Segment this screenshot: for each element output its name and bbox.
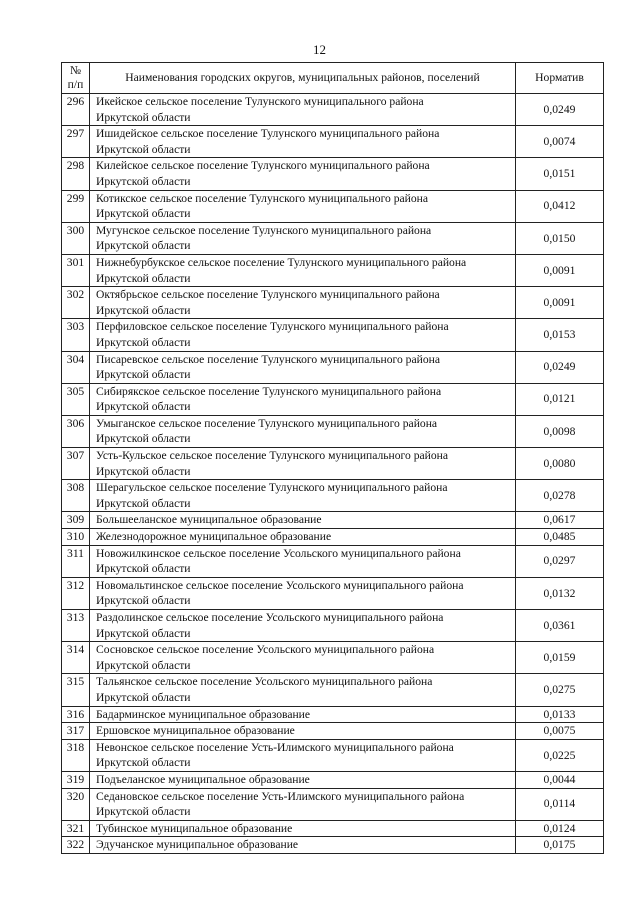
row-name-line: Невонское сельское поселение Усть-Илимского муниципального района — [96, 740, 454, 754]
row-number: 318 — [62, 739, 90, 771]
row-name-line: Сибирякское сельское поселение Тулунского муниципального района — [96, 384, 442, 398]
row-name-line: Ершовское муниципальное образование — [96, 724, 295, 738]
row-name-line: Иркутской области — [96, 142, 191, 156]
row-value: 0,0617 — [516, 512, 604, 529]
row-name-line: Иркутской области — [96, 690, 191, 704]
row-number: 299 — [62, 190, 90, 222]
row-number: 321 — [62, 820, 90, 837]
row-number: 311 — [62, 545, 90, 577]
row-value: 0,0124 — [516, 820, 604, 837]
row-name — [90, 383, 516, 415]
row-number: 303 — [62, 319, 90, 351]
row-name — [90, 254, 516, 286]
row-value: 0,0249 — [516, 351, 604, 383]
row-name — [90, 610, 516, 642]
row-name-line: Сосновское сельское поселение Усольского муниципального района — [96, 643, 435, 657]
row-name-line: Иркутской области — [96, 271, 191, 285]
row-name-line: Эдучанское муниципальное образование — [96, 838, 299, 852]
row-name-line: Иркутской области — [96, 174, 191, 188]
row-number: 300 — [62, 222, 90, 254]
row-number: 304 — [62, 351, 90, 383]
row-value: 0,0133 — [516, 706, 604, 723]
row-name-line: Бадарминское муниципальное образование — [96, 707, 311, 721]
row-name-line: Усть-Кульское сельское поселение Тулунского муниципального района — [96, 449, 449, 463]
row-value: 0,0091 — [516, 287, 604, 319]
row-name-line: Иркутской области — [96, 658, 191, 672]
row-name — [90, 837, 516, 854]
row-number: 317 — [62, 723, 90, 740]
row-name — [90, 158, 516, 190]
row-name — [90, 820, 516, 837]
norms-table — [61, 62, 604, 854]
row-name — [90, 351, 516, 383]
row-number: 301 — [62, 254, 90, 286]
row-number: 316 — [62, 706, 90, 723]
table-row — [62, 837, 604, 854]
table-row — [62, 706, 604, 723]
row-number: 313 — [62, 610, 90, 642]
row-value: 0,0114 — [516, 788, 604, 820]
row-name — [90, 723, 516, 740]
header-value: Норматив — [516, 63, 604, 94]
row-name-line: Иркутской области — [96, 562, 191, 576]
row-value: 0,0075 — [516, 723, 604, 740]
row-name — [90, 222, 516, 254]
row-value: 0,0225 — [516, 739, 604, 771]
row-name-line: Икейское сельское поселение Тулунского муниципального района — [96, 95, 424, 108]
row-value: 0,0151 — [516, 158, 604, 190]
row-name-line: Седановское сельское поселение Усть-Илимского муниципального района — [96, 789, 465, 803]
table-row — [62, 545, 604, 577]
row-name-line: Умыганское сельское поселение Тулунского муниципального района — [96, 416, 438, 430]
row-value: 0,0297 — [516, 545, 604, 577]
header-number: № п/п — [62, 63, 90, 94]
row-name — [90, 190, 516, 222]
row-name — [90, 545, 516, 577]
row-number: 298 — [62, 158, 90, 190]
row-number: 314 — [62, 642, 90, 674]
row-name-line: Раздолинское сельское поселение Усольского муниципального района — [96, 611, 444, 624]
row-number: 322 — [62, 837, 90, 854]
row-name-line: Килейское сельское поселение Тулунского муниципального района — [96, 159, 430, 173]
row-name-line: Новожилкинское сельское поселение Усольского муниципального района — [96, 546, 461, 560]
row-name — [90, 512, 516, 529]
row-value: 0,0412 — [516, 190, 604, 222]
row-number: 319 — [62, 771, 90, 788]
table-row — [62, 287, 604, 319]
table-row — [62, 771, 604, 788]
table-row — [62, 512, 604, 529]
row-value: 0,0044 — [516, 771, 604, 788]
row-name-line: Тубинское муниципальное образование — [96, 821, 293, 835]
row-name — [90, 94, 516, 126]
row-name — [90, 788, 516, 820]
row-name-line: Перфиловское сельское поселение Тулунского муниципального района — [96, 320, 449, 334]
table-row — [62, 480, 604, 512]
row-number: 309 — [62, 512, 90, 529]
row-name-line: Иркутской области — [96, 368, 191, 382]
table-header-row — [62, 63, 604, 94]
row-name-line: Октябрьское сельское поселение Тулунского муниципального района — [96, 288, 440, 302]
table-row — [62, 739, 604, 771]
row-name — [90, 480, 516, 512]
row-value: 0,0091 — [516, 254, 604, 286]
row-name-line: Котикское сельское поселение Тулунского муниципального района — [96, 191, 429, 205]
row-value: 0,0175 — [516, 837, 604, 854]
row-name — [90, 287, 516, 319]
row-name-line: Иркутской области — [96, 464, 191, 478]
row-name-line: Писаревское сельское поселение Тулунского муниципального района — [96, 352, 440, 366]
row-number: 297 — [62, 126, 90, 158]
row-value: 0,0074 — [516, 126, 604, 158]
row-name-line: Иркутской области — [96, 805, 191, 819]
row-number: 296 — [62, 94, 90, 126]
row-value: 0,0278 — [516, 480, 604, 512]
row-name-line: Иркутской области — [96, 756, 191, 770]
table-row — [62, 415, 604, 447]
row-name-line: Тальянское сельское поселение Усольского муниципального района — [96, 675, 433, 689]
table-row — [62, 158, 604, 190]
row-value: 0,0132 — [516, 577, 604, 609]
row-name-line: Иркутской области — [96, 239, 191, 253]
row-name — [90, 771, 516, 788]
row-value: 0,0121 — [516, 383, 604, 415]
row-value: 0,0485 — [516, 529, 604, 546]
row-value: 0,0249 — [516, 94, 604, 126]
table-row — [62, 126, 604, 158]
row-value: 0,0098 — [516, 415, 604, 447]
row-name-line: Железнодорожное муниципальное образование — [96, 530, 332, 544]
row-number: 305 — [62, 383, 90, 415]
table-row — [62, 788, 604, 820]
table-row — [62, 383, 604, 415]
row-name — [90, 642, 516, 674]
table-row — [62, 190, 604, 222]
row-number: 320 — [62, 788, 90, 820]
row-name-line: Иркутской области — [96, 400, 191, 414]
row-name-line: Иркутской области — [96, 207, 191, 221]
row-number: 312 — [62, 577, 90, 609]
row-value: 0,0080 — [516, 448, 604, 480]
row-value: 0,0150 — [516, 222, 604, 254]
row-name-line: Шерагульское сельское поселение Тулунского муниципального района — [96, 481, 448, 495]
table-row — [62, 820, 604, 837]
row-number: 310 — [62, 529, 90, 546]
row-name — [90, 577, 516, 609]
row-name — [90, 448, 516, 480]
table-row — [62, 448, 604, 480]
table-row — [62, 351, 604, 383]
row-name — [90, 674, 516, 706]
table-row — [62, 642, 604, 674]
table-row — [62, 222, 604, 254]
row-number: 302 — [62, 287, 90, 319]
page-number: 12 — [313, 42, 326, 57]
row-name — [90, 126, 516, 158]
row-name-line: Большееланское муниципальное образование — [96, 513, 322, 527]
row-name-line: Подъеланское муниципальное образование — [96, 772, 310, 786]
row-name-line: Нижнебурбукское сельское поселение Тулунского муниципального района — [96, 255, 467, 269]
row-value: 0,0361 — [516, 610, 604, 642]
table-row — [62, 94, 604, 126]
row-name-line: Иркутской области — [96, 335, 191, 349]
row-number: 308 — [62, 480, 90, 512]
table-row — [62, 723, 604, 740]
row-name — [90, 529, 516, 546]
header-name: Наименования городских округов, муниципальных районов, поселений — [90, 63, 516, 94]
row-name-line: Иркутской области — [96, 432, 191, 446]
row-name-line: Мугунское сельское поселение Тулунского муниципального района — [96, 223, 432, 237]
row-name-line: Иркутской области — [96, 303, 191, 317]
row-name-line: Иркутской области — [96, 110, 191, 124]
row-name — [90, 706, 516, 723]
row-number: 306 — [62, 415, 90, 447]
row-name-line: Новомальтинское сельское поселение Усольского муниципального района — [96, 578, 464, 592]
table-row — [62, 254, 604, 286]
row-value: 0,0153 — [516, 319, 604, 351]
table-row — [62, 319, 604, 351]
row-number: 315 — [62, 674, 90, 706]
row-number: 307 — [62, 448, 90, 480]
row-name-line: Иркутской области — [96, 496, 191, 510]
table-row — [62, 577, 604, 609]
row-name — [90, 415, 516, 447]
table-row — [62, 529, 604, 546]
row-name — [90, 739, 516, 771]
row-name-line: Иркутской области — [96, 594, 191, 608]
row-name — [90, 319, 516, 351]
row-name-line: Иркутской области — [96, 626, 191, 640]
table-row — [62, 610, 604, 642]
row-name-line: Ишидейское сельское поселение Тулунского муниципального района — [96, 127, 440, 141]
table-row — [62, 674, 604, 706]
row-value: 0,0159 — [516, 642, 604, 674]
table-body — [62, 94, 604, 854]
row-value: 0,0275 — [516, 674, 604, 706]
